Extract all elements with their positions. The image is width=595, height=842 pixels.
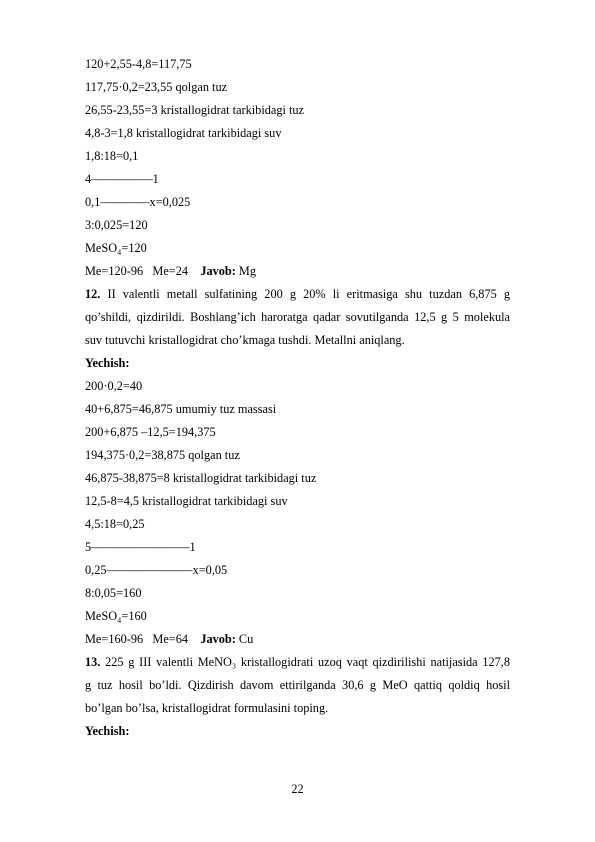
text-line: 225 g III valentli MeNO₃ kristallogidrati uzoq vaqt qizdirilishi natijasida 127,8 bbox=[100, 655, 510, 669]
text-line: 200+6,875 –12,5=194,375 bbox=[85, 425, 216, 439]
text-line: 12,5-8=4,5 kristallogidrat tarkibidagi suv bbox=[85, 494, 288, 508]
text-line: 194,375·0,2=38,875 qolgan tuz bbox=[85, 448, 240, 462]
solution-heading: Yechish: bbox=[85, 724, 130, 738]
text-line: bo’lgan bo’lsa, kristallogidrat formulasini toping. bbox=[85, 701, 329, 715]
text-line: MeSO₄=120 bbox=[85, 241, 147, 255]
text-line: 4—————1 bbox=[85, 172, 159, 186]
text-line: 0,1————x=0,025 bbox=[85, 195, 191, 209]
text-line: Me=120-96 Me=24 bbox=[85, 264, 201, 278]
answer-line bbox=[85, 632, 510, 646]
answer-value: Cu bbox=[238, 632, 254, 646]
text-line: 120+2,55-4,8=117,75 bbox=[85, 57, 192, 71]
text-line: 46,875-38,875=8 kristallogidrat tarkibidagi tuz bbox=[85, 471, 317, 485]
text-line: 4,5:18=0,25 bbox=[85, 517, 145, 531]
problem-number: 12. bbox=[85, 287, 101, 301]
answer-label: Javob: bbox=[200, 264, 236, 278]
problem-13-line-1 bbox=[85, 655, 510, 669]
text-line: 0,25———————x=0,05 bbox=[85, 563, 228, 577]
text-line: MeSO₄=160 bbox=[85, 609, 147, 623]
text-line: 3:0,025=120 bbox=[85, 218, 148, 232]
text-line: 40+6,875=46,875 umumiy tuz massasi bbox=[85, 402, 277, 416]
page-number: 22 bbox=[291, 782, 304, 796]
problem-12-line-1 bbox=[85, 287, 510, 301]
problem-number: 13. bbox=[85, 655, 101, 669]
text-line: suv tutuvchi kristallogidrat cho’kmaga tushdi. Metallni aniqlang. bbox=[85, 333, 405, 347]
solution-heading: Yechish: bbox=[85, 356, 130, 370]
text-line: 200·0,2=40 bbox=[85, 379, 143, 393]
text-line: 4,8-3=1,8 kristallogidrat tarkibidagi suv bbox=[85, 126, 282, 140]
text-line: Me=160-96 Me=64 bbox=[85, 632, 201, 646]
text-line: II valentli metall sulfatining 200 g 20% li eritmasiga shu tuzdan 6,875 g bbox=[100, 287, 510, 301]
text-line: 5————————1 bbox=[85, 540, 196, 554]
text-line: 117,75·0,2=23,55 qolgan tuz bbox=[85, 80, 228, 94]
text-line: g tuz hosil bo’ldi. Qizdirish davom ettirilganda 30,6 g MeO qattiq qoldiq hosil bbox=[85, 678, 510, 692]
answer-line bbox=[85, 264, 510, 278]
answer-label: Javob: bbox=[200, 632, 236, 646]
text-line: 8:0,05=160 bbox=[85, 586, 142, 600]
answer-value: Mg bbox=[238, 264, 257, 278]
text-line: 26,55-23,55=3 kristallogidrat tarkibidagi tuz bbox=[85, 103, 305, 117]
text-line: 1,8:18=0,1 bbox=[85, 149, 139, 163]
text-line: qo’shildi, qizdirildi. Boshlang’ich haroratga qadar sovutilganda 12,5 g 5 molekula bbox=[85, 310, 510, 324]
